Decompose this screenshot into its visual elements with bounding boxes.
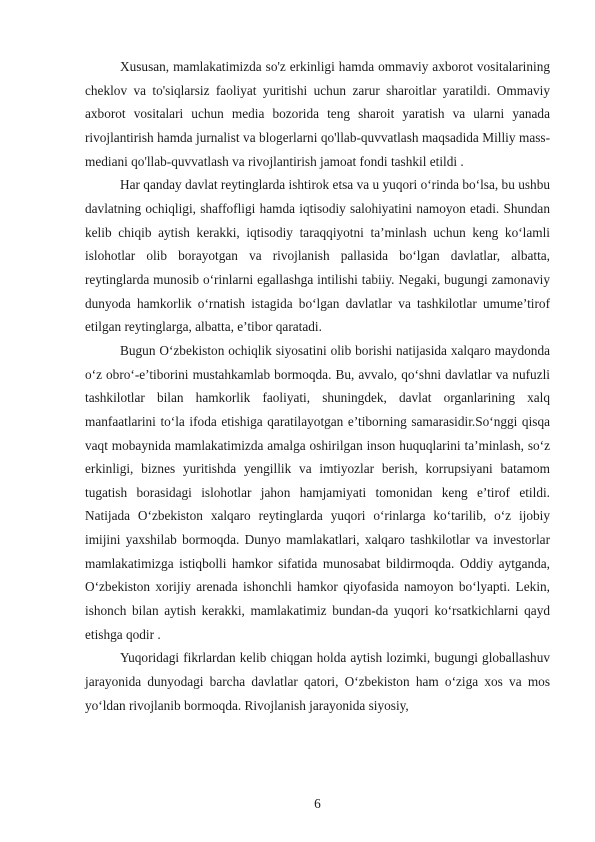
page-number: 6 [314, 796, 321, 811]
paragraph-1: Xususan, mamlakatimizda so'z erkinligi hamda ommaviy axborot vositalarining cheklov va to'siqlarsiz faoliyat yuritishi uchun zarur sharoitlar yaratildi. Ommaviy axborot vositalari uchun media bozorida teng sharoit yaratish va ularni yanada rivojlantirish hamda jurnalist va blogerlarni qo'llab-quvvatlash maqsadida Milliy mass-mediani qo'llab-quvvatlash va rivojlantirish jamoat fondi tashkil etildi . [85, 59, 550, 169]
paragraph-2: Har qanday davlat reytinglarda ishtirok etsa va u yuqori o‘rinda bo‘lsa, bu ushbu davlatning ochiqligi, shaffofligi hamda iqtisodiy salohiyatini namoyon etadi. Shundan kelib chiqib aytish kerakki, iqtisodiy taraqqiyotni ta’minlash uchun keng ko‘lamli islohotlar olib borayotgan va rivojlanish pallasida bo‘lgan davlatlar, albatta, reytinglarda munosib o‘rinlarni egallashga intilishi tabiiy. Negaki, bugungi zamonaviy dunyoda hamkorlik o‘rnatish istagida bo‘lgan davlatlar va tashkilotlar umume’tirof etilgan reytinglarga, albatta, e’tibor qaratadi. [85, 177, 550, 335]
paragraph-3: Bugun O‘zbekiston ochiqlik siyosatini olib borishi natijasida xalqaro maydonda o‘z obro‘-e’tiborini mustahkamlab bormoqda. Bu, avvalo, qo‘shni davlatlar va nufuzli tashkilotlar bilan hamkorlik faoliyati, shuningdek, davlat organlarining xalq manfaatlarini to‘la ifoda etishiga qaratilayotgan e’tiborning samarasidir.So‘nggi qisqa vaqt mobaynida mamlakatimizda amalga oshirilgan inson huquqlarini ta’minlash, so‘z erkinligi, biznes yuritishda yengillik va imtiyozlar berish, korrupsiyani batamom tugatish borasidagi islohotlar jahon hamjamiyati tomonidan keng e’tirof etildi. Natijada O‘zbekiston xalqaro reytinglarda yuqori o‘rinlarga ko‘tarilib, o‘z ijobiy imijini yaxshilab bormoqda. Dunyo mamlakatlari, xalqaro tashkilotlar va investorlar mamlakatimizga istiqbolli hamkor sifatida munosabat bildirmoqda. Oddiy aytganda, O‘zbekiston xorijiy arenada ishonchli hamkor qiyofasida namoyon bo‘lyapti. Lekin, ishonch bilan aytish kerakki, mamlakatimiz bundan-da yuqori ko‘rsatkichlarni qayd etishga qodir . [85, 342, 550, 642]
document-body [85, 55, 550, 717]
paragraph-4: Yuqoridagi fikrlardan kelib chiqgan holda aytish lozimki, bugungi globallashuv jarayonida dunyodagi barcha davlatlar qatori, O‘zbekiston ham o‘ziga xos va mos yo‘ldan rivojlanib bormoqda. Rivojlanish jarayonida siyosiy, [85, 650, 550, 713]
